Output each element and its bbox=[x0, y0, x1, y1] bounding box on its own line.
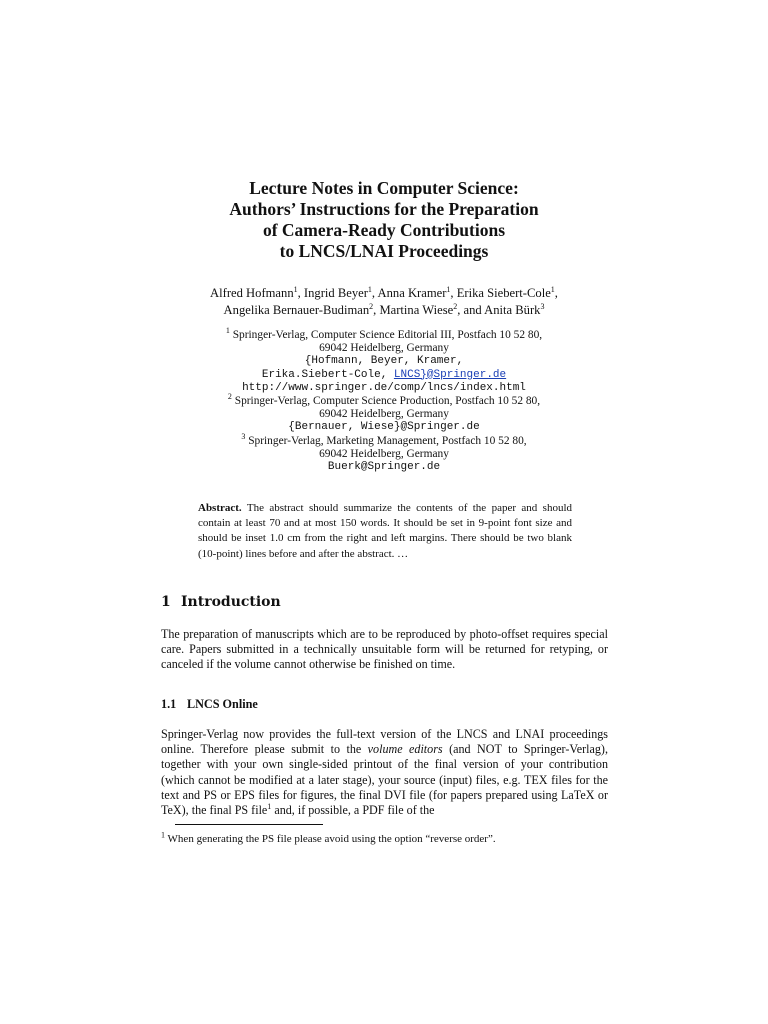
affiliation-3-email: Buerk@Springer.de bbox=[327, 461, 441, 474]
author-affil-mark: 1 bbox=[293, 284, 298, 294]
title-line-4: to LNCS/LNAI Proceedings bbox=[279, 241, 489, 261]
affiliation-1-org bbox=[0, 326, 768, 342]
affiliation-3-org bbox=[0, 431, 768, 448]
subsection-heading-lncs-online bbox=[161, 697, 258, 712]
email-prefix: Erika.Siebert-Cole, bbox=[261, 368, 394, 381]
section-heading-introduction bbox=[161, 594, 281, 610]
affiliation-2-city: 69042 Heidelberg, Germany bbox=[319, 408, 449, 421]
author-name: , Ingrid Beyer bbox=[297, 286, 368, 300]
para-text: and, if possible, a PDF file of the bbox=[271, 803, 435, 818]
para-text: Springer-Verlag now provides the full-text version of the LNCS and LNAI proceedings online. Therefore please submit to the bbox=[161, 727, 608, 757]
author-affil-mark: 2 bbox=[453, 301, 458, 311]
author-affil-mark: 2 bbox=[369, 301, 374, 311]
footnote-mark: 1 bbox=[161, 830, 165, 840]
affiliation-1-url: http://www.springer.de/comp/lncs/index.html bbox=[242, 381, 526, 394]
affil-mark: 2 bbox=[227, 392, 232, 402]
affiliation-2-org bbox=[0, 392, 768, 408]
author-name: Angelika Bernauer-Budiman bbox=[223, 303, 370, 317]
affil-mark: 1 bbox=[225, 326, 230, 336]
affil-org-text: Springer-Verlag, Marketing Management, Postfach 10 52 80, bbox=[245, 434, 527, 447]
abstract bbox=[198, 501, 572, 562]
subsection-title: LNCS Online bbox=[187, 697, 258, 711]
author-list bbox=[0, 285, 768, 319]
author-affil-mark: 1 bbox=[446, 284, 451, 294]
author-line-1 bbox=[0, 285, 768, 302]
footnote-marker: 1 bbox=[267, 801, 272, 811]
author-name: , Martina Wiese bbox=[373, 303, 454, 317]
paper-title bbox=[0, 178, 768, 262]
author-affil-mark: 3 bbox=[540, 301, 545, 311]
section-title: Introduction bbox=[181, 594, 281, 610]
title-line-3: of Camera-Ready Contributions bbox=[262, 220, 506, 240]
author-affil-mark: 1 bbox=[367, 284, 372, 294]
subsection-number: 1.1 bbox=[161, 697, 177, 711]
author-separator: , bbox=[554, 286, 558, 300]
author-name: , Erika Siebert-Cole bbox=[450, 286, 551, 300]
affiliation-1-email-line-1: {Hofmann, Beyer, Kramer, bbox=[304, 355, 464, 368]
abstract-text: The abstract should summarize the contents of the paper and should contain at least 70 and at most 150 words. It should be set in 9-point font size and should be inset 1.0 cm from the right and left margins. There should be two blank (10-point) lines before and after the abstract. … bbox=[198, 502, 572, 560]
affil-mark: 3 bbox=[241, 431, 246, 441]
affiliation-2-email: {Bernauer, Wiese}@Springer.de bbox=[288, 421, 480, 434]
author-line-2 bbox=[0, 302, 768, 319]
footnote bbox=[161, 832, 496, 846]
affiliation-3-city: 69042 Heidelberg, Germany bbox=[319, 447, 449, 460]
lncs-online-paragraph bbox=[161, 727, 608, 818]
affil-org-text: Springer-Verlag, Computer Science Editorial III, Postfach 10 52 80, bbox=[229, 329, 543, 341]
author-affil-mark: 1 bbox=[550, 284, 555, 294]
email-link[interactable]: LNCS}@Springer.de bbox=[393, 368, 507, 381]
affiliation-1-city: 69042 Heidelberg, Germany bbox=[319, 342, 449, 355]
affiliation-1-email-line-2 bbox=[0, 369, 768, 382]
section-number: 1 bbox=[161, 594, 171, 610]
author-name: , Anna Kramer bbox=[371, 286, 447, 300]
para-emphasis: volume editors bbox=[367, 742, 443, 757]
author-name: Alfred Hofmann bbox=[210, 286, 294, 300]
footnote-divider bbox=[175, 824, 323, 825]
title-line-1: Lecture Notes in Computer Science: bbox=[249, 178, 519, 198]
footnote-text: When generating the PS file please avoid using the option “reverse order”. bbox=[165, 833, 496, 845]
introduction-paragraph: The preparation of manuscripts which are to be reproduced by photo-offset requires special care. Papers submitted in a technically unsuitable form will be returned for retyping, or canceled if the volume cannot otherwise be finished on time. bbox=[161, 627, 608, 672]
affil-org-text: Springer-Verlag, Computer Science Production, Postfach 10 52 80, bbox=[231, 395, 541, 408]
para-text: (and NOT to Springer-Verlag), together with your own single-sided printout of the final version of your contribution (which cannot be modified at a later stage), your source (input) files, e.g. TEX files for the text and PS or EPS files for figures, the final DVI file (for papers prepared using LaTeX or TeX), the final PS file bbox=[161, 742, 608, 818]
affiliations bbox=[0, 326, 768, 474]
abstract-label: Abstract. bbox=[198, 502, 242, 514]
author-name: , and Anita Bürk bbox=[457, 303, 541, 317]
title-line-2: Authors’ Instructions for the Preparation bbox=[229, 199, 539, 219]
